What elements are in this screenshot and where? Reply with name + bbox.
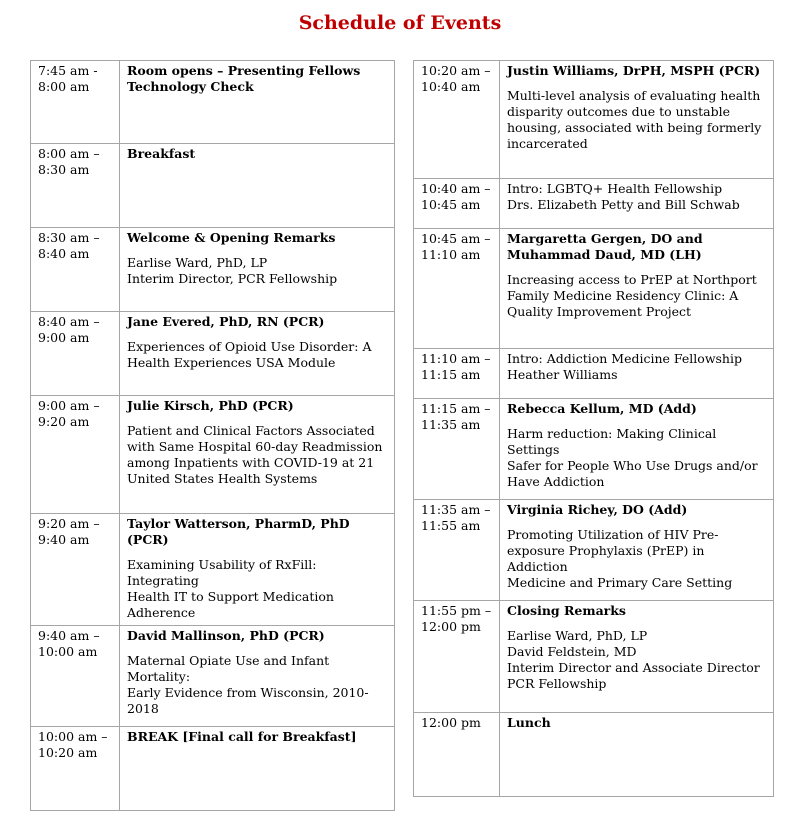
schedule-row [414, 713, 774, 797]
time-text: 11:15 am – [421, 401, 491, 416]
schedule-row [31, 312, 395, 396]
event-cell [120, 61, 395, 144]
event-details [127, 423, 387, 487]
schedule-row [31, 514, 395, 626]
event-detail-line: Early Evidence from Wisconsin, 2010- [127, 685, 369, 700]
schedule-table-left [30, 60, 395, 811]
event-details [507, 272, 766, 320]
time-text: 10:45 am [421, 197, 481, 212]
event-detail-line: Earlise Ward, PhD, LP [507, 628, 648, 643]
event-detail-line: Promoting Utilization of HIV Pre- [507, 527, 719, 542]
event-detail-line: Safer for People Who Use Drugs and/or [507, 458, 758, 473]
event-detail-line: exposure Prophylaxis (PrEP) in Addiction [507, 543, 705, 574]
event-detail-line: Maternal Opiate Use and Infant Mortality: [127, 653, 330, 684]
event-heading: Taylor Watterson, PharmD, PhD (PCR) [127, 516, 350, 547]
event-cell [500, 229, 774, 349]
event-details [507, 527, 766, 591]
event-detail-line: Interim Director and Associate Director [507, 660, 760, 675]
event-detail-line: Harm reduction: Making Clinical Settings [507, 426, 717, 457]
event-detail-line: Multi-level analysis of evaluating health [507, 88, 761, 103]
time-text: 10:00 am – [38, 729, 108, 744]
event-cell [120, 312, 395, 396]
event-heading: Julie Kirsch, PhD (PCR) [127, 398, 294, 413]
schedule-row [414, 179, 774, 229]
event-details [127, 653, 387, 717]
time-text: 11:55 am [421, 518, 481, 533]
time-cell [414, 399, 500, 500]
event-details [127, 339, 387, 371]
time-cell [31, 312, 120, 396]
time-text: 9:40 am – [38, 628, 100, 643]
schedule-row [414, 61, 774, 179]
event-detail-line: Patient and Clinical Factors Associated [127, 423, 375, 438]
event-heading: Margaretta Gergen, DO and [507, 231, 703, 246]
event-cell [500, 500, 774, 601]
event-detail-line: United States Health Systems [127, 471, 318, 486]
event-detail-line: Increasing access to PrEP at Northport [507, 272, 757, 287]
event-detail-line: Adherence [127, 605, 196, 620]
schedule-row [31, 727, 395, 811]
event-detail-line: PCR Fellowship [507, 676, 607, 691]
schedule-row [414, 349, 774, 399]
time-text: 9:20 am [38, 414, 90, 429]
event-detail-line: disparity outcomes due to unstable [507, 104, 730, 119]
event-intro: Drs. Elizabeth Petty and Bill Schwab [507, 197, 740, 212]
event-heading: BREAK [Final call for Breakfast] [127, 729, 357, 744]
time-text: 7:45 am - [38, 63, 98, 78]
time-text: 8:00 am – [38, 146, 100, 161]
time-cell [414, 229, 500, 349]
time-text: 9:40 am [38, 532, 90, 547]
time-text: 11:10 am [421, 247, 481, 262]
event-heading: Technology Check [127, 79, 254, 94]
event-detail-line: Health IT to Support Medication [127, 589, 334, 604]
time-text: 10:20 am [38, 745, 98, 760]
time-cell [31, 727, 120, 811]
event-cell [120, 228, 395, 312]
time-text: 8:30 am [38, 162, 90, 177]
event-detail-line: Health Experiences USA Module [127, 355, 336, 370]
event-detail-line: Have Addiction [507, 474, 605, 489]
schedule-row [414, 399, 774, 500]
event-heading: Lunch [507, 715, 551, 730]
event-cell [500, 713, 774, 797]
time-text: 10:00 am [38, 644, 98, 659]
event-detail-line: with Same Hospital 60-day Readmission [127, 439, 383, 454]
time-cell [414, 349, 500, 399]
event-details [127, 255, 387, 287]
schedule-row [414, 500, 774, 601]
time-text: 10:40 am – [421, 181, 491, 196]
event-heading: Closing Remarks [507, 603, 626, 618]
event-detail-line: Family Medicine Residency Clinic: A [507, 288, 739, 303]
event-detail-line: incarcerated [507, 136, 588, 151]
time-text: 12:00 pm [421, 619, 481, 634]
event-detail-line: Examining Usability of RxFill: Integrating [127, 557, 317, 588]
event-cell [120, 144, 395, 228]
time-cell [31, 144, 120, 228]
event-cell [500, 601, 774, 713]
time-text: 9:00 am [38, 330, 90, 345]
event-cell [120, 626, 395, 727]
schedule-row [31, 144, 395, 228]
event-heading: David Mallinson, PhD (PCR) [127, 628, 325, 643]
event-detail-line: Experiences of Opioid Use Disorder: A [127, 339, 372, 354]
schedule-row [31, 626, 395, 727]
event-cell [120, 727, 395, 811]
time-text: 11:35 am – [421, 502, 491, 517]
event-cell [500, 179, 774, 229]
time-text: 8:30 am – [38, 230, 100, 245]
time-text: 11:10 am – [421, 351, 491, 366]
event-details [507, 628, 766, 692]
event-heading: Welcome & Opening Remarks [127, 230, 336, 245]
time-text: 10:40 am [421, 79, 481, 94]
event-detail-line: Interim Director, PCR Fellowship [127, 271, 338, 286]
time-cell [31, 228, 120, 312]
time-text: 12:00 pm [421, 715, 481, 730]
time-cell [31, 61, 120, 144]
event-heading: Virginia Richey, DO (Add) [507, 502, 688, 517]
event-cell [500, 399, 774, 500]
schedule-table-right [413, 60, 774, 797]
event-heading: Breakfast [127, 146, 196, 161]
event-intro: Intro: LGBTQ+ Health Fellowship [507, 181, 723, 196]
time-cell [414, 500, 500, 601]
time-text: 9:00 am – [38, 398, 100, 413]
schedule-row [31, 228, 395, 312]
time-text: 10:20 am – [421, 63, 491, 78]
event-details [507, 88, 766, 152]
event-heading: Jane Evered, PhD, RN (PCR) [127, 314, 325, 329]
time-cell [31, 626, 120, 727]
event-heading: Justin Williams, DrPH, MSPH (PCR) [507, 63, 761, 78]
time-text: 11:55 pm – [421, 603, 492, 618]
time-cell [414, 179, 500, 229]
time-cell [31, 514, 120, 626]
time-text: 11:35 am [421, 417, 481, 432]
event-detail-line: Earlise Ward, PhD, LP [127, 255, 268, 270]
event-detail-line: housing, associated with being formerly [507, 120, 762, 135]
event-cell [500, 349, 774, 399]
time-cell [414, 713, 500, 797]
event-cell [120, 396, 395, 514]
event-detail-line: David Feldstein, MD [507, 644, 637, 659]
time-text: 8:40 am [38, 246, 90, 261]
time-cell [31, 396, 120, 514]
event-heading: Muhammad Daud, MD (LH) [507, 247, 702, 262]
event-intro: Heather Williams [507, 367, 618, 382]
event-detail-line: Medicine and Primary Care Setting [507, 575, 733, 590]
event-cell [500, 61, 774, 179]
schedule-row [31, 396, 395, 514]
event-cell [120, 514, 395, 626]
time-cell [414, 601, 500, 713]
event-details [507, 426, 766, 490]
schedule-row [31, 61, 395, 144]
schedule-row [414, 601, 774, 713]
event-details [127, 557, 387, 621]
event-detail-line: 2018 [127, 701, 159, 716]
event-detail-line: among Inpatients with COVID-19 at 21 [127, 455, 375, 470]
page-title: Schedule of Events [298, 12, 502, 34]
event-heading: Rebecca Kellum, MD (Add) [507, 401, 697, 416]
time-text: 8:00 am [38, 79, 90, 94]
schedule-row [414, 229, 774, 349]
time-cell [414, 61, 500, 179]
time-text: 9:20 am – [38, 516, 100, 531]
event-heading: Room opens – Presenting Fellows [127, 63, 361, 78]
time-text: 8:40 am – [38, 314, 100, 329]
time-text: 10:45 am – [421, 231, 491, 246]
time-text: 11:15 am [421, 367, 481, 382]
event-detail-line: Quality Improvement Project [507, 304, 692, 319]
event-intro: Intro: Addiction Medicine Fellowship [507, 351, 742, 366]
